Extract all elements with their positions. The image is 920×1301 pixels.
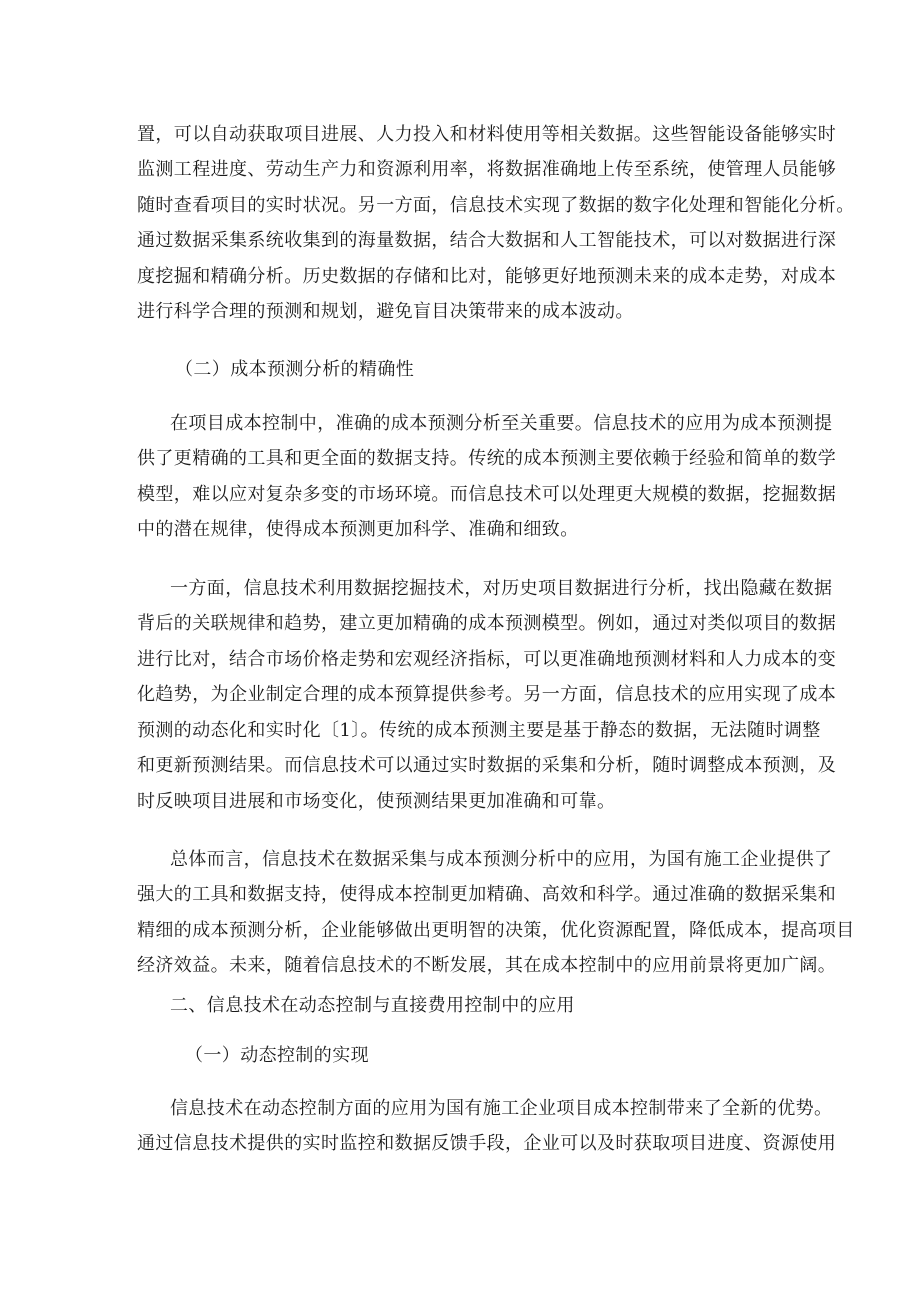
paragraph-line: 经济效益。未来，随着信息技术的不断发展，其在成本控制中的应用前景将更加广阔。 (137, 955, 837, 976)
paragraph-line: 进行比对，结合市场价格走势和宏观经济指标，可以更准确地预测材料和人力成本的变 (137, 649, 837, 670)
paragraph-line: 预测的动态化和实时化〔1〕。传统的成本预测主要是基于静态的数据，无法随时调整 (137, 720, 821, 741)
paragraph-line: 置，可以自动获取项目进展、人力投入和材料使用等相关数据。这些智能设备能够实时 (137, 124, 837, 145)
paragraph-line: 信息技术在动态控制方面的应用为国有施工企业项目成本控制带来了全新的优势。 (170, 1098, 833, 1119)
paragraph-line: 监测工程进度、劳动生产力和资源利用率，将数据准确地上传至系统，使管理人员能够 (137, 159, 837, 180)
paragraph-line: 模型，难以应对复杂多变的市场环境。而信息技术可以处理更大规模的数据，挖掘数据 (137, 484, 837, 505)
paragraph-line: 精细的成本预测分析，企业能够做出更明智的决策，优化资源配置，降低成本，提高项目 (137, 920, 855, 941)
paragraph-line: 通过数据采集系统收集到的海量数据，结合大数据和人工智能技术，可以对数据进行深 (137, 230, 837, 251)
paragraph-line: 总体而言，信息技术在数据采集与成本预测分析中的应用，为国有施工企业提供了 (170, 849, 833, 870)
section-heading: 二、信息技术在动态控制与直接费用控制中的应用 (170, 995, 575, 1016)
paragraph-line: 通过信息技术提供的实时监控和数据反馈手段，企业可以及时获取项目进度、资源使用 (137, 1133, 837, 1154)
paragraph-line: 进行科学合理的预测和规划，避免盲目决策带来的成本波动。 (137, 301, 634, 322)
paragraph-line: 供了更精确的工具和更全面的数据支持。传统的成本预测主要依赖于经验和简单的数学 (137, 448, 837, 469)
paragraph-line: 随时查看项目的实时状况。另一方面，信息技术实现了数据的数字化处理和智能化分析。 (137, 195, 855, 216)
paragraph-line: 和更新预测结果。而信息技术可以通过实时数据的采集和分析，随时调整成本预测，及 (137, 755, 837, 776)
paragraph-line: 背后的关联规律和趋势，建立更加精确的成本预测模型。例如，通过对类似项目的数据 (137, 613, 837, 634)
subsection-heading: （二）成本预测分析的精确性 (175, 359, 415, 380)
paragraph-line: 化趋势，为企业制定合理的成本预算提供参考。另一方面，信息技术的应用实现了成本 (137, 684, 837, 705)
paragraph-line: 一方面，信息技术利用数据挖掘技术，对历史项目数据进行分析，找出隐藏在数据 (170, 578, 833, 599)
paragraph-line: 在项目成本控制中，准确的成本预测分析至关重要。信息技术的应用为成本预测提 (170, 413, 833, 434)
paragraph-line: 度挖掘和精确分析。历史数据的存储和比对，能够更好地预测未来的成本走势，对成本 (137, 266, 837, 287)
subsection-heading: （一）动态控制的实现 (185, 1045, 369, 1066)
paragraph-line: 中的潜在规律，使得成本预测更加科学、准确和细致。 (137, 519, 579, 540)
paragraph-line: 强大的工具和数据支持，使得成本控制更加精确、高效和科学。通过准确的数据采集和 (137, 884, 837, 905)
paragraph-line: 时反映项目进展和市场变化，使预测结果更加准确和可靠。 (137, 791, 616, 812)
